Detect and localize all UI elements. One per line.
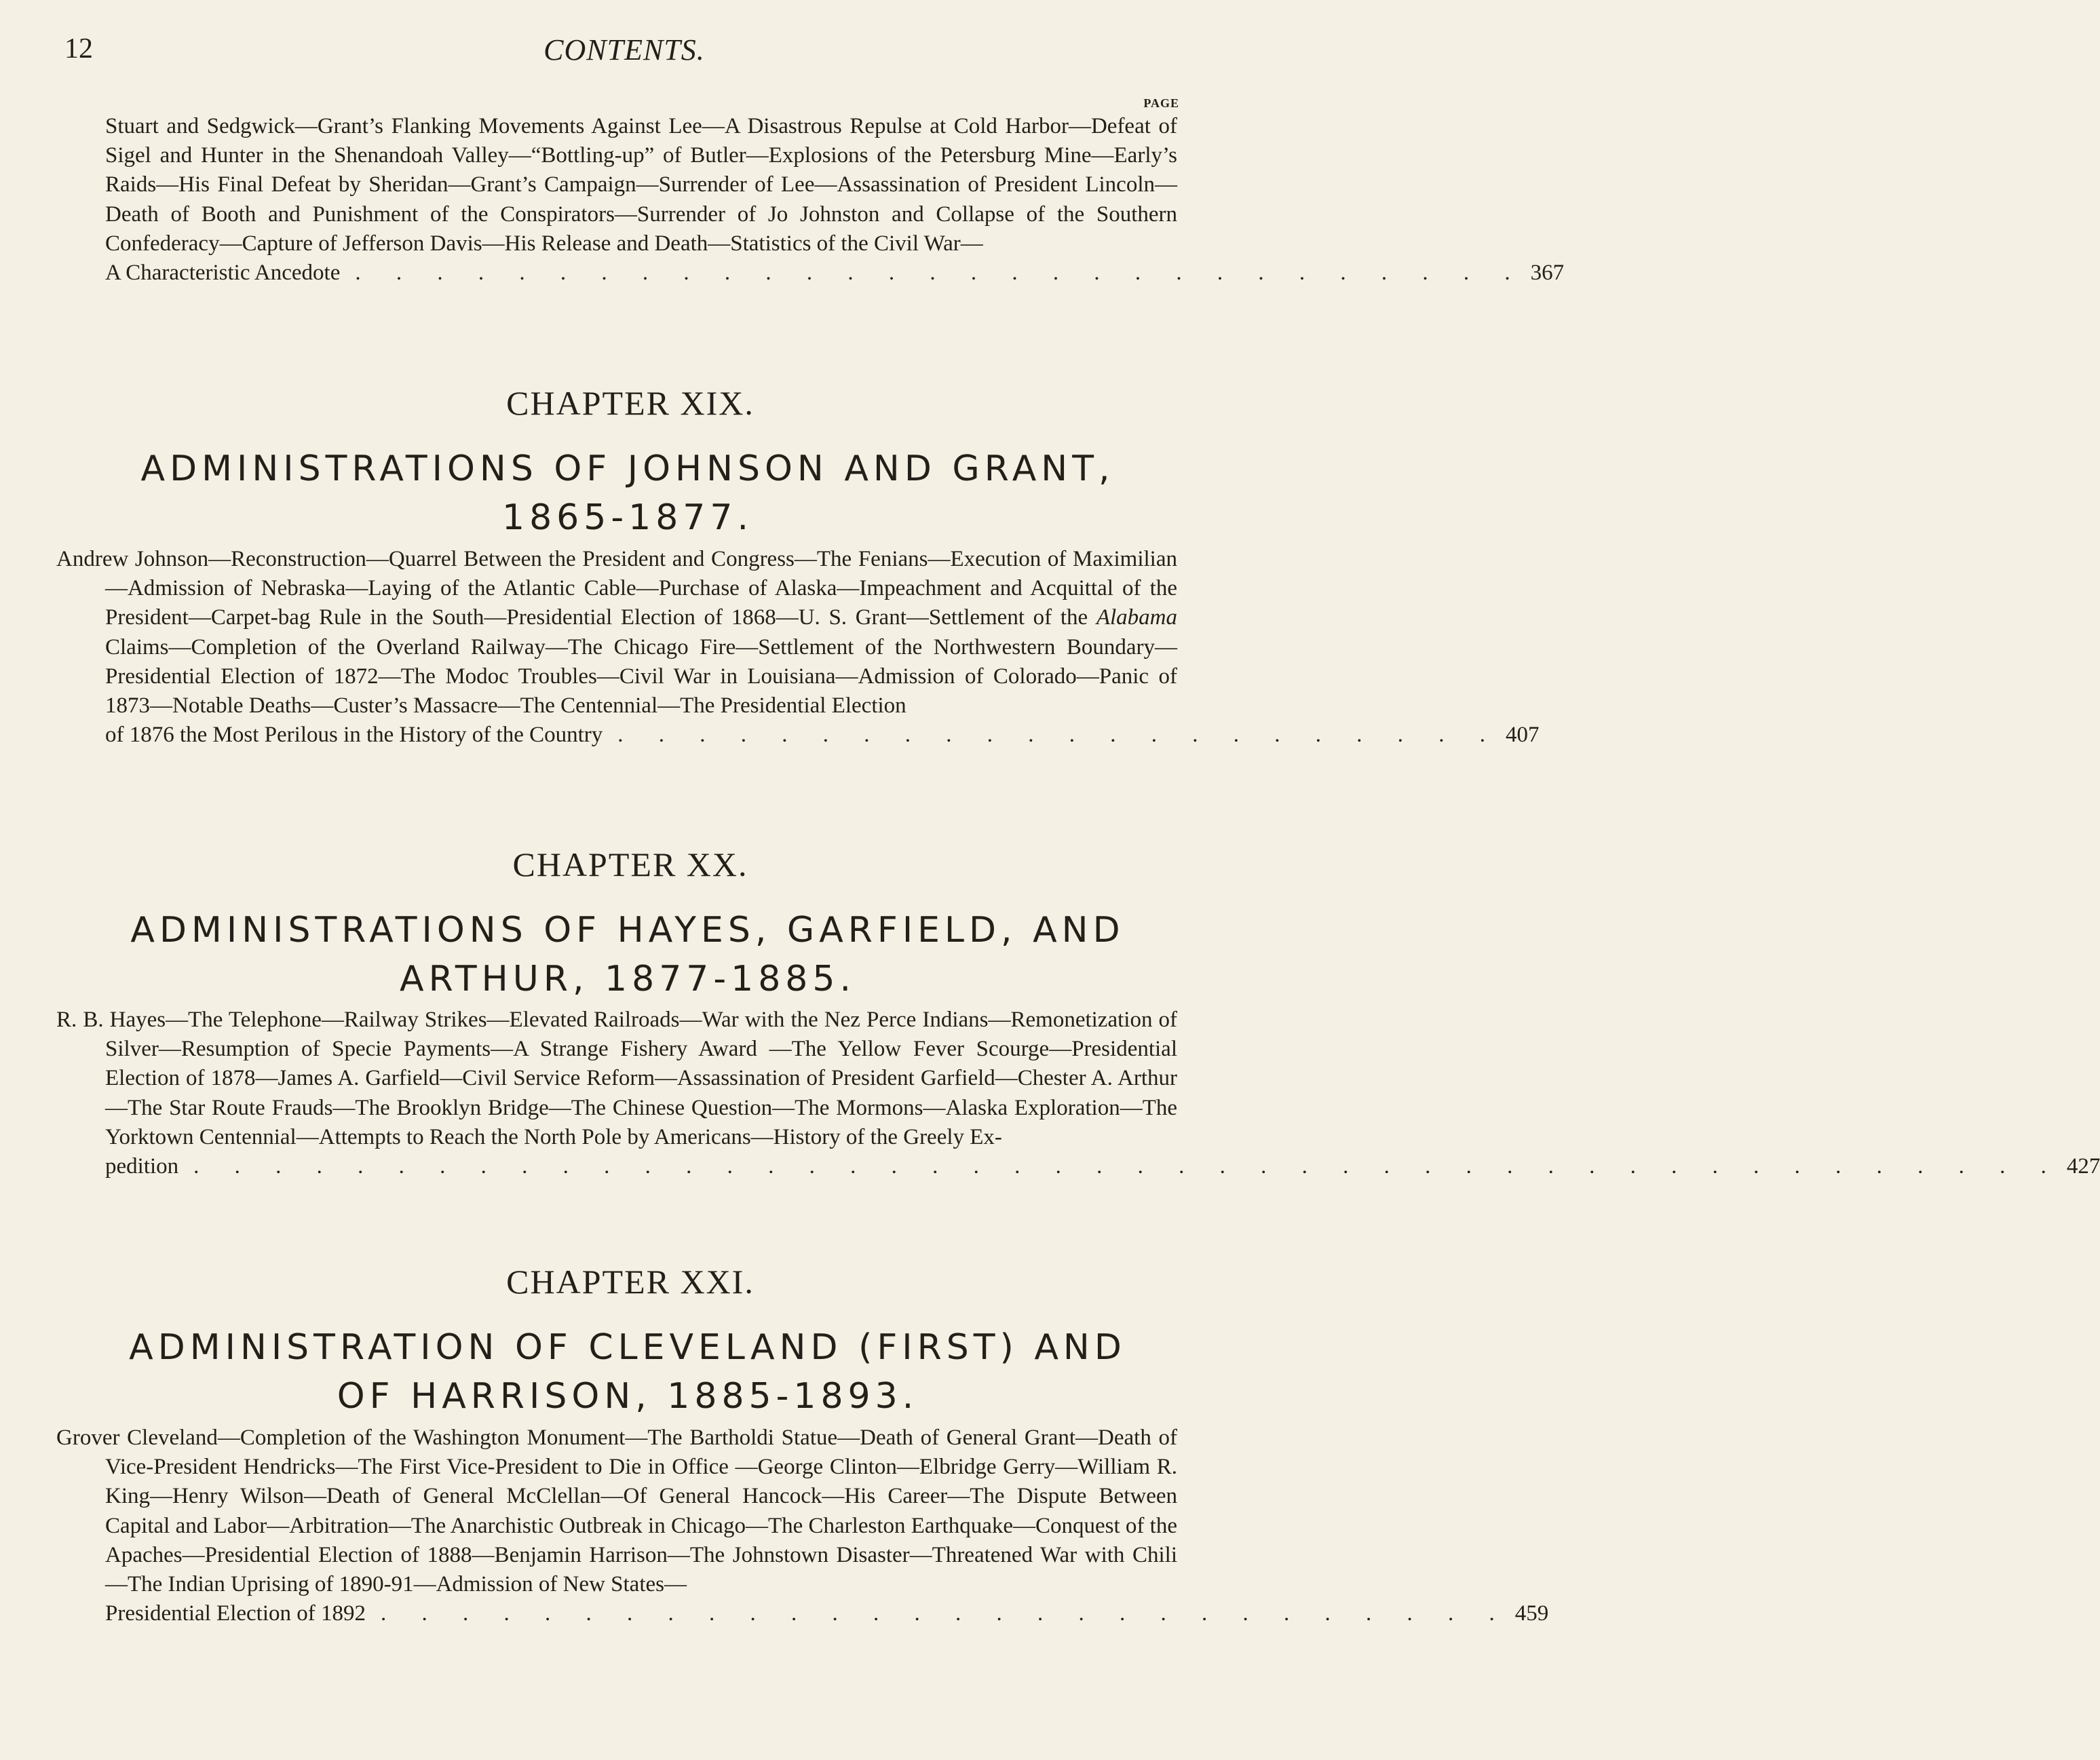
dot-leader: . . . . . . . . . . . . . . . . . . . . . . xyxy=(617,723,1501,748)
page-number: 12 xyxy=(64,33,93,64)
page-column-label: PAGE xyxy=(1143,96,1179,110)
page-reference: 459 xyxy=(1514,1601,1549,1626)
chapter-title-dates: ARTHUR, 1877-1885. xyxy=(400,959,856,999)
chapter-title xyxy=(54,1323,1201,1421)
summary-last-text: Presidential Election of 1892 xyxy=(105,1601,366,1626)
page-reference: 427 xyxy=(2066,1154,2100,1179)
summary-text: R. B. Hayes—The Telephone—Railway Strikes—Elevated Railroads—War with the Nez Perce Indians—Remonetization of Silver—Resumption of Specie Payments—A Strange Fishery Award —The Yellow Fever Scourge—Presidential Election of 1878—James A. Garfield—Civil Service Reform—Assassination of President Garfield—Chester A. Arthur—The Star Route Frauds—The Brooklyn Bridge—The Chinese Question—The Mormons—Alaska Exploration—The Yorktown Centennial—Attempts to Reach the North Pole by Americans—History of the Greely Ex- xyxy=(56,1008,1177,1149)
summary-italic: Alabama xyxy=(1096,605,1177,630)
page-reference: 407 xyxy=(1506,723,1540,748)
chapter-title-dates: OF HARRISON, 1885-1893. xyxy=(337,1376,919,1417)
chapter-summary xyxy=(56,1423,1549,1628)
running-title: CONTENTS. xyxy=(543,33,705,66)
chapter-summary xyxy=(56,1006,2100,1181)
summary-last-text: pedition xyxy=(105,1154,179,1179)
dot-leader: . . . . . . . . . . . . . . . . . . . . . . . . . . . . xyxy=(381,1601,1510,1626)
chapter-title-dates: 1865-1877. xyxy=(502,497,753,538)
summary-last-line xyxy=(105,721,1540,750)
page-header xyxy=(64,33,1184,73)
chapter-title xyxy=(54,906,1201,1003)
chapter-heading: CHAPTER XIX. xyxy=(506,384,755,422)
summary-text: Grover Cleveland—Completion of the Washington Monument—The Bartholdi Statue—Death of General Grant—Death of Vice-President Hendricks—The First Vice-President to Die in Office —George Clinton—Elbridge Gerry—William R. King—Henry Wilson—Death of General McClellan—Of General Hancock—His Career—The Dispute Between Capital and Labor—Arbitration—The Anarchistic Outbreak in Chicago—The Charleston Earthquake—Conquest of the Apaches—Presidential Election of 1888—Benjamin Harrison—The Johnstown Disaster—Threatened War with Chili—The Indian Uprising of 1890-91—Admission of New States— xyxy=(56,1426,1177,1597)
summary-last-line xyxy=(105,1599,1549,1628)
summary-last-text: A Characteristic Ancedote xyxy=(105,261,341,286)
summary-text-part: Claims—Completion of the Overland Railway—The Chicago Fire—Settlement of the Northwestern Boundary—Presidential Election of 1872—The Modoc Troubles—Civil War in Louisiana—Admission of Colorado—Panic of 1873—Notable Deaths—Custer’s Massacre—The Centennial—The Presidential Election xyxy=(105,634,1177,719)
dot-leader: . . . . . . . . . . . . . . . . . . . . . . . . . . . . . xyxy=(355,261,1525,286)
summary-last-line xyxy=(105,1152,2100,1181)
chapter-heading: CHAPTER XX. xyxy=(512,845,748,883)
summary-last-text: of 1876 the Most Perilous in the History of the Country xyxy=(105,723,603,748)
chapter-title-line: ADMINISTRATIONS OF HAYES, GARFIELD, AND xyxy=(130,910,1125,951)
chapter-heading: CHAPTER XXI. xyxy=(506,1263,755,1301)
chapter-summary xyxy=(105,112,1565,288)
chapter-title xyxy=(54,444,1201,542)
chapter-summary xyxy=(56,545,1540,750)
page-reference: 367 xyxy=(1530,261,1565,286)
summary-text: Stuart and Sedgwick—Grant’s Flanking Movements Against Lee—A Disastrous Repulse at Cold Harbor—Defeat of Sigel and Hunter in the Shenandoah Valley—“Bottling-up” of Butler—Explosions of the Petersburg Mine—Early’s Raids—His Final Defeat by Sheridan—Grant’s Campaign—Surrender of Lee—Assassination of President Lincoln—Death of Booth and Punishment of the Conspirators—Surrender of Jo Johnston and Collapse of the Southern Confederacy—Capture of Jefferson Davis—His Release and Death—Statistics of the Civil War— xyxy=(105,114,1177,256)
dot-leader: . . . . . . . . . . . . . . . . . . . . . . . . . . . . . . . . . . . . . . . . . . . . . . xyxy=(193,1154,2061,1179)
summary-text-part: Andrew Johnson—Reconstruction—Quarrel Between the President and Congress—The Fenians—Execution of Maximilian—Admission of Nebraska—Laying of the Atlantic Cable—Purchase of Alaska—Impeachment and Acquittal of the President—Carpet-bag Rule in the South—Presidential Election of 1868—U. S. Grant—Settlement of the xyxy=(56,547,1177,630)
chapter-title-line: ADMINISTRATIONS OF JOHNSON AND GRANT, xyxy=(140,448,1115,489)
summary-text xyxy=(56,545,1177,721)
summary-last-line xyxy=(105,259,1565,288)
chapter-title-line: ADMINISTRATION OF CLEVELAND (FIRST) AND xyxy=(129,1327,1126,1368)
